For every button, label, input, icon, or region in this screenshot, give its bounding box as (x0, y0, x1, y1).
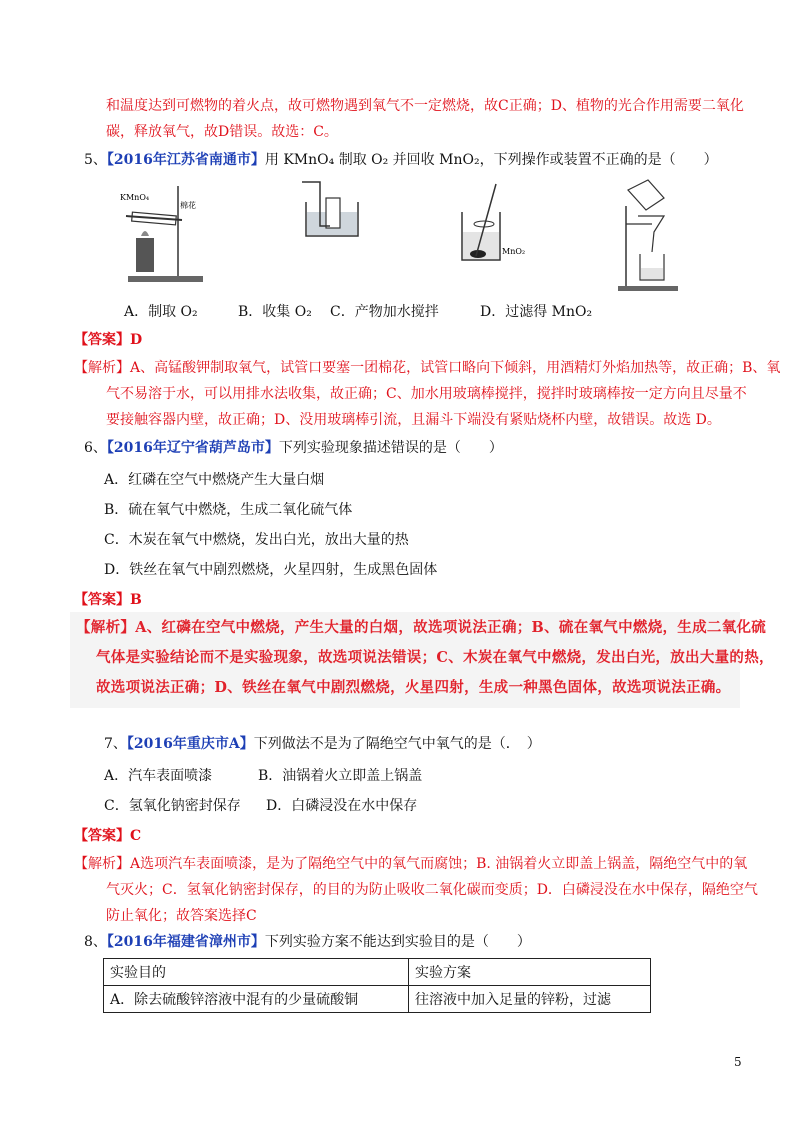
question-source: 【2016年福建省漳州市】 (106, 934, 265, 950)
mno2-label: MnO₂ (502, 247, 526, 256)
question-stem: 下列实验现象描述错误的是（ ） (278, 440, 503, 456)
page-number: 5 (734, 1055, 742, 1069)
question-6-stem-line (84, 438, 503, 458)
q6-analysis-line-1: 【解析】A、红磷在空气中燃烧，产生大量的白烟，故选项说法正确；B、硫在氧气中燃烧，生成二氧化硫 (76, 619, 767, 636)
q5-analysis-line-2: 气不易溶于水，可以用排水法收集，故正确；C、加水用玻璃棒搅拌，搅拌时玻璃棒按一定方向且尽量不 (106, 386, 747, 402)
q6-option-d: D．铁丝在氧气中剧烈燃烧，火星四射，生成黑色固体 (104, 562, 438, 578)
table-cell: 往溶液中加入足量的锌粉，过滤 (409, 986, 651, 1013)
question-source: 【2016年江苏省南通市】 (106, 152, 265, 168)
cotton-label: 棉花 (180, 201, 196, 210)
table-header-row (104, 959, 651, 986)
q7-option-b: B．油锅着火立即盖上锅盖 (258, 768, 423, 784)
figure-d-filtration (614, 176, 684, 294)
kmno4-label: KMnO₄ (120, 193, 150, 202)
figure-a-heating-apparatus (118, 178, 208, 288)
q7-option-a: A．汽车表面喷漆 (104, 768, 213, 784)
question-7-stem-line (104, 734, 541, 754)
q6-analysis-line-2: 气体是实验结论而不是实验现象，故选项说法错误；C、木炭在氧气中燃烧，发出白光，放出大量的热， (96, 649, 774, 666)
question-number: 6、 (84, 440, 107, 456)
question-source: 【2016年重庆市A】 (126, 736, 254, 752)
prev-analysis-line-2: 碳，释放氧气，故D错误。故选：C。 (106, 124, 338, 140)
q5-option-c: C．产物加水搅拌 (330, 304, 439, 320)
question-number: 8、 (84, 934, 107, 950)
q7-analysis-line-3: 防止氧化；故答案选择C (106, 908, 257, 924)
figure-c-stirring (450, 180, 530, 266)
q6-answer: 【答案】B (74, 592, 142, 608)
question-source: 【2016年辽宁省葫芦岛市】 (106, 440, 279, 456)
figure-b-water-collection (298, 178, 368, 242)
q5-analysis-line-1: 【解析】A、高锰酸钾制取氧气，试管口要塞一团棉花，试管口略向下倾斜，用酒精灯外焰加热等，故正确；B、氧 (74, 360, 781, 376)
q6-option-a: A．红磷在空气中燃烧产生大量白烟 (104, 472, 325, 488)
table-header-cell: 实验目的 (104, 959, 409, 986)
q5-option-b: B．收集 O₂ (238, 304, 312, 320)
q7-analysis-line-2: 气灭火；C．氢氧化钠密封保存，的目的为防止吸收二氧化碳而变质；D．白磷浸没在水中保存，隔绝空气 (106, 882, 758, 898)
question-number: 7、 (104, 736, 127, 752)
q5-answer: 【答案】D (74, 332, 143, 348)
q6-option-b: B．硫在氧气中燃烧，生成二氧化硫气体 (104, 502, 353, 518)
table-row (104, 986, 651, 1013)
question-stem: 下列做法不是为了隔绝空气中氧气的是（． ） (253, 736, 541, 752)
q7-option-d: D．白磷浸没在水中保存 (266, 798, 418, 814)
q7-answer: 【答案】C (74, 828, 142, 844)
prev-analysis-line-1: 和温度达到可燃物的着火点，故可燃物遇到氧气不一定燃烧，故C正确；D、植物的光合作用需要二氧化 (106, 98, 744, 114)
q7-option-c: C．氢氧化钠密封保存 (104, 798, 241, 814)
question-5-stem-line (84, 150, 718, 170)
question-stem: 下列实验方案不能达到实验目的是（ ） (264, 934, 531, 950)
q6-option-c: C．木炭在氧气中燃烧，发出白光，放出大量的热 (104, 532, 409, 548)
question-8-stem-line (84, 932, 531, 952)
question-number: 5、 (84, 152, 107, 168)
q6-analysis-line-3: 故选项说法正确；D、铁丝在氧气中剧烈燃烧，火星四射，生成一种黑色固体，故选项说法正确。 (96, 679, 731, 696)
table-header-cell: 实验方案 (409, 959, 651, 986)
experiment-plan-table (103, 958, 651, 1013)
table-cell: A．除去硫酸锌溶液中混有的少量硫酸铜 (104, 986, 409, 1013)
q5-analysis-line-3: 要接触容器内壁，故正确；D、没用玻璃棒引流，且漏斗下端没有紧贴烧杯内壁，故错误。故选 D。 (106, 412, 721, 428)
q5-option-d: D．过滤得 MnO₂ (480, 304, 593, 320)
q7-analysis-line-1: 【解析】A选项汽车表面喷漆，是为了隔绝空气中的氧气而腐蚀；B. 油锅着火立即盖上锅盖，隔绝空气中的氧 (74, 856, 748, 872)
q5-option-a: A．制取 O₂ (124, 304, 198, 320)
question-stem: 用 KMnO₄ 制取 O₂ 并回收 MnO₂，下列操作或装置不正确的是（ ） (264, 152, 718, 168)
